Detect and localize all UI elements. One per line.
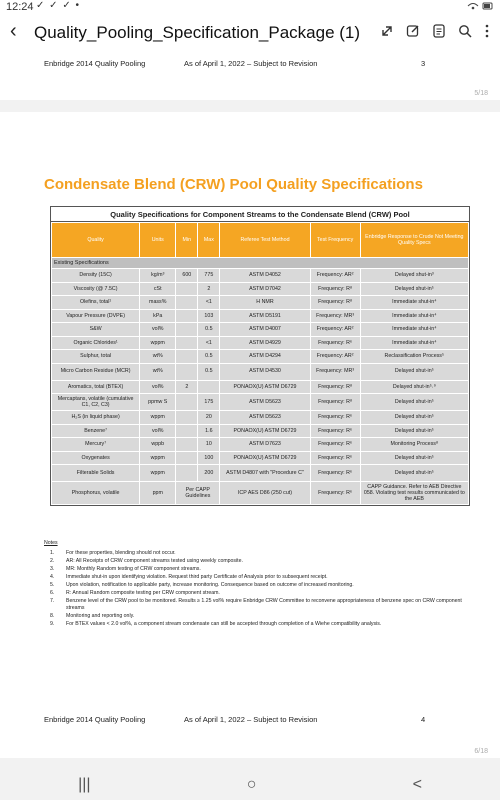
note-item — [44, 590, 464, 597]
table-cell — [176, 465, 198, 482]
reader-mode-icon[interactable] — [432, 24, 446, 41]
table-row — [52, 438, 469, 452]
table-cell — [176, 394, 198, 411]
table-row — [52, 411, 469, 425]
table-cell: ASTM D5191 — [220, 309, 310, 323]
table-cell: <1 — [198, 336, 220, 350]
table-cell: Delayed shut-in⁵ — [360, 411, 468, 425]
column-header: Referee Test Method — [220, 223, 310, 258]
note-number: 1. — [50, 550, 55, 556]
table-cell: ASTM D4294 — [220, 350, 310, 364]
table-cell: wppm — [140, 411, 176, 425]
table-cell: kPa — [140, 309, 176, 323]
table-cell: Frequency: AR² — [310, 323, 360, 337]
table-cell: Frequency: R⁶ — [310, 336, 360, 350]
column-header: Units — [140, 223, 176, 258]
table-cell: Frequency: R⁶ — [310, 411, 360, 425]
expand-icon[interactable] — [380, 24, 394, 41]
note-text: MR: Monthly Random testing of CRW component streams. — [66, 566, 201, 572]
more-options-icon[interactable] — [484, 24, 490, 41]
table-cell: Mercury⁷ — [52, 438, 140, 452]
table-row — [52, 380, 469, 394]
table-cell: Organic Chlorides¹ — [52, 336, 140, 350]
table-cell: 2 — [198, 282, 220, 296]
table-cell — [176, 438, 198, 452]
table-cell — [176, 350, 198, 364]
note-number: 6. — [50, 590, 55, 596]
table-cell — [176, 363, 198, 380]
note-number: 3. — [50, 566, 55, 572]
back-arrow-icon[interactable]: ‹ — [10, 20, 17, 42]
table-cell: Frequency: AR² — [310, 269, 360, 283]
table-cell: wppb — [140, 438, 176, 452]
table-cell: wppm — [140, 465, 176, 482]
table-cell — [176, 296, 198, 310]
table-cell: wppm — [140, 336, 176, 350]
table-cell: mass% — [140, 296, 176, 310]
table-cell: Mercaptans, volatile (cumulative C1, C2, C3) — [52, 394, 140, 411]
table-cell: Reclassification Process⁵ — [360, 350, 468, 364]
table-cell: Immediate shut-in⁴ — [360, 296, 468, 310]
table-cell: cSt — [140, 282, 176, 296]
table-cell: Delayed shut-in⁵˒⁹ — [360, 380, 468, 394]
table-cell — [176, 424, 198, 438]
table-cell: wt% — [140, 363, 176, 380]
clock: 12:24 — [6, 1, 34, 13]
table-row — [52, 363, 469, 380]
table-cell: Benzene⁷ — [52, 424, 140, 438]
note-number: 5. — [50, 582, 55, 588]
page-number: 3 — [421, 59, 426, 68]
table-cell: wppm — [140, 451, 176, 465]
table-cell — [198, 380, 220, 394]
table-cell: 20 — [198, 411, 220, 425]
table-row — [52, 269, 469, 283]
table-cell: ASTM D7042 — [220, 282, 310, 296]
table-cell: 0.5 — [198, 363, 220, 380]
table-cell: Immediate shut-in⁴ — [360, 309, 468, 323]
table-cell: ASTM D4929 — [220, 336, 310, 350]
page-footer-center: As of April 1, 2022 – Subject to Revision — [184, 715, 318, 724]
note-text: Immediate shut-in upon identifying violation. Request third party Certificate of Analysis prior to subsequent receipt. — [66, 574, 328, 580]
note-text: Benzene level of the CRW pool to be monitored. Results ≥ 1.25 vol% require Enbridge CRW Committee to reconvene appropriateness of benzene spec on CRW component streams — [66, 598, 462, 611]
table-cell — [176, 411, 198, 425]
table-caption: Quality Specifications for Component Streams to the Condensate Blend (CRW) Pool — [51, 207, 469, 222]
notes-section — [44, 540, 464, 629]
note-number: 4. — [50, 574, 55, 580]
table-cell: ppmw S — [140, 394, 176, 411]
table-cell — [176, 336, 198, 350]
column-header: Min — [176, 223, 198, 258]
wifi-battery-icon — [466, 1, 494, 14]
table-cell: Frequency: R⁸ — [310, 380, 360, 394]
table-cell — [176, 323, 198, 337]
note-item — [44, 574, 464, 581]
table-cell: PONAOX(U) ASTM D6729 — [220, 451, 310, 465]
table-cell: kg/m³ — [140, 269, 176, 283]
table-row — [52, 296, 469, 310]
note-text: AR: All Receipts of CRW component streams tested using weekly composite. — [66, 558, 243, 564]
page-footer-left: Enbridge 2014 Quality Pooling — [44, 59, 146, 68]
note-number: 2. — [50, 558, 55, 564]
table-cell: 10 — [198, 438, 220, 452]
note-item — [44, 613, 464, 620]
section-row: Existing Specifications — [52, 258, 469, 269]
note-number: 7. — [50, 598, 55, 604]
note-number: 9. — [50, 620, 55, 627]
table-cell: ASTM D5623 — [220, 411, 310, 425]
table-row — [52, 350, 469, 364]
table-cell: 1.6 — [198, 424, 220, 438]
table-cell: Density (15C) — [52, 269, 140, 283]
note-text: Upon violation, notification to applicable party, increase monitoring. Consequence based on outcome of increased monitoring. — [66, 582, 354, 588]
table-cell: Frequency: MR³ — [310, 309, 360, 323]
note-item — [44, 598, 464, 611]
table-cell: Delayed shut-in⁵ — [360, 394, 468, 411]
table-cell: Frequency: R⁸ — [310, 296, 360, 310]
table-cell: ASTM D4530 — [220, 363, 310, 380]
table-cell: wt% — [140, 350, 176, 364]
table-cell: PONAOX(U) ASTM D6729 — [220, 424, 310, 438]
table-cell: Aromatics, total (BTEX) — [52, 380, 140, 394]
table-cell: Monitoring Process⁸ — [360, 438, 468, 452]
table-row — [52, 394, 469, 411]
note-item — [44, 550, 464, 557]
table-cell: Frequency: R⁸ — [310, 394, 360, 411]
document-title: Quality_Pooling_Specification_Package (1) — [34, 23, 361, 42]
table-cell: 200 — [198, 465, 220, 482]
table-cell: 600 — [176, 269, 198, 283]
table-cell: 175 — [198, 394, 220, 411]
table-cell: 100 — [198, 451, 220, 465]
table-cell: Frequency: MR³ — [310, 363, 360, 380]
table-row — [52, 323, 469, 337]
back-icon[interactable]: < — [412, 776, 422, 793]
page-heading: Condensate Blend (CRW) Pool Quality Specifications — [44, 176, 423, 193]
table-cell: ppm — [140, 482, 176, 505]
table-cell: Frequency: R⁶ — [310, 438, 360, 452]
table-cell: Frequency: R⁶ — [310, 465, 360, 482]
table-cell: vol% — [140, 323, 176, 337]
page-counter: 5/18 — [474, 90, 488, 97]
table-cell: 103 — [198, 309, 220, 323]
table-cell — [176, 309, 198, 323]
table-row — [52, 282, 469, 296]
page-counter: 6/18 — [474, 748, 488, 755]
table-cell: ASTM D4052 — [220, 269, 310, 283]
note-item — [44, 582, 464, 589]
table-cell: Delayed shut-in⁵ — [360, 451, 468, 465]
page-3 — [0, 50, 500, 100]
table-cell: Delayed shut-in⁵ — [360, 424, 468, 438]
note-text: For BTEX values < 2.0 vol%, a component stream condensate can still be accepted through completion of a Wiehe compatibility analysis. — [66, 620, 382, 627]
notification-icons: ✓ ✓ ✓ • — [36, 0, 80, 11]
page-4 — [0, 112, 500, 758]
table-cell: vol% — [140, 424, 176, 438]
table-cell: <1 — [198, 296, 220, 310]
table-cell — [176, 451, 198, 465]
table-cell: 0.5 — [198, 323, 220, 337]
note-item — [44, 558, 464, 565]
column-header: Test Frequency — [310, 223, 360, 258]
column-header: Quality — [52, 223, 140, 258]
table-cell: Phosphorus, volatile — [52, 482, 140, 505]
column-header: Max — [198, 223, 220, 258]
table-cell: Oxygenates — [52, 451, 140, 465]
edit-icon[interactable] — [406, 24, 420, 41]
page-footer-center: As of April 1, 2022 – Subject to Revision — [184, 59, 318, 68]
table-cell: vol% — [140, 380, 176, 394]
note-item — [44, 621, 464, 628]
table-cell: Per CAPP Guidelines — [176, 482, 220, 505]
table-cell: ASTM D5623 — [220, 394, 310, 411]
table-cell: ICP AES D86 (250 cut) — [220, 482, 310, 505]
note-number: 8. — [50, 612, 55, 619]
table-cell: Delayed shut-in⁵ — [360, 282, 468, 296]
table-cell: Viscosity (@ 7.5C) — [52, 282, 140, 296]
notes-title: Notes — [44, 540, 58, 546]
table-row — [52, 336, 469, 350]
note-text: R: Annual Random composite testing per CRW component stream. — [66, 590, 220, 596]
table-cell: 2 — [176, 380, 198, 394]
search-icon[interactable] — [458, 24, 472, 41]
table-cell: H NMR — [220, 296, 310, 310]
table-cell: CAPP Guidance. Refer to AEB Directive 058. Violating test results communicated to the AEB — [360, 482, 468, 505]
status-bar — [0, 0, 500, 16]
table-row — [52, 309, 469, 323]
table-cell — [176, 282, 198, 296]
table-cell: S&W — [52, 323, 140, 337]
recents-icon[interactable]: ||| — [78, 776, 91, 793]
note-item — [44, 566, 464, 573]
table-row — [52, 465, 469, 482]
table-cell: Immediate shut-in⁴ — [360, 336, 468, 350]
page-footer-left: Enbridge 2014 Quality Pooling — [44, 715, 146, 724]
table-cell: ASTM D4007 — [220, 323, 310, 337]
column-header: Enbridge Response to Crude Not Meeting Quality Specs — [360, 223, 468, 258]
table-cell: Immediate shut-in⁴ — [360, 323, 468, 337]
table-cell: 0.5 — [198, 350, 220, 364]
table-cell: PONAOX(U) ASTM D6729 — [220, 380, 310, 394]
system-nav-bar — [0, 770, 500, 800]
note-text: Monitoring and reporting only. — [66, 612, 135, 619]
app-bar — [0, 16, 500, 50]
table-cell: Delayed shut-in⁵ — [360, 465, 468, 482]
table-cell: Frequency: R⁸ — [310, 282, 360, 296]
table-cell: Filterable Solids — [52, 465, 140, 482]
table-cell: Sulphur, total — [52, 350, 140, 364]
table-cell: Frequency: R⁶ — [310, 424, 360, 438]
table-row — [52, 451, 469, 465]
table-cell: H₂S (in liquid phase) — [52, 411, 140, 425]
page-number: 4 — [421, 715, 426, 724]
table-cell: Delayed shut-in³ — [360, 269, 468, 283]
table-cell: ASTM D7623 — [220, 438, 310, 452]
spec-table — [50, 206, 470, 506]
table-cell: Vapour Pressure (DVPE) — [52, 309, 140, 323]
note-text: For these properties, blending should not occur. — [66, 550, 176, 556]
table-cell: Frequency: R⁶ — [310, 451, 360, 465]
home-icon[interactable]: ○ — [246, 776, 257, 793]
table-cell: 775 — [198, 269, 220, 283]
table-row — [52, 424, 469, 438]
table-cell: Frequency: R⁶ — [310, 482, 360, 505]
table-row — [52, 482, 469, 505]
table-cell: Micro Carbon Residue (MCR) — [52, 363, 140, 380]
table-cell: Frequency: AR² — [310, 350, 360, 364]
table-cell: ASTM D4807 with "Procedure C" — [220, 465, 310, 482]
table-cell: Delayed shut-in⁵ — [360, 363, 468, 380]
table-cell: Olefins, total¹ — [52, 296, 140, 310]
